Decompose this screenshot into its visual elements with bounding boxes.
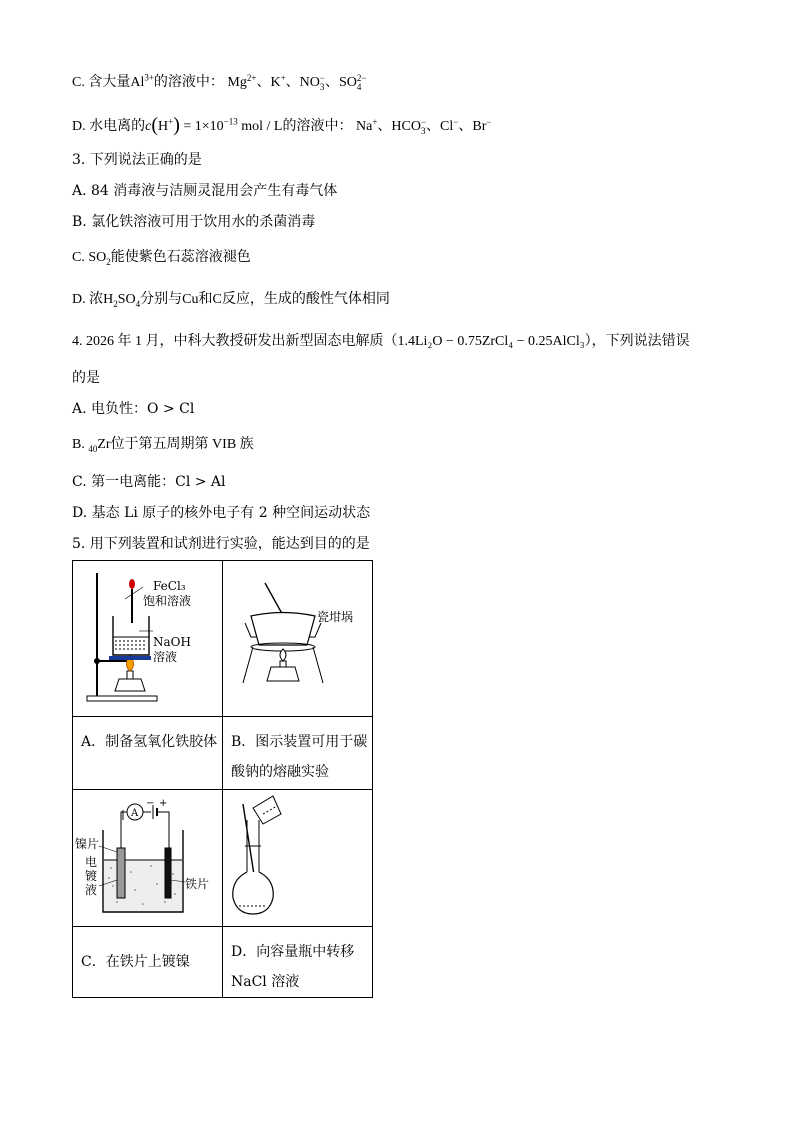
separator: 、 bbox=[426, 119, 441, 134]
option-d-line bbox=[72, 114, 491, 137]
conc-unit: mol / L bbox=[241, 119, 283, 134]
h2so4-h-sub: 2 bbox=[113, 298, 118, 309]
q4-prefix: 4. 2026 年 1 月，中科大教授研发出新型固态电解质（ bbox=[72, 334, 398, 349]
separator: 、 bbox=[458, 119, 473, 134]
label-leader-fecl3 bbox=[125, 587, 143, 599]
figure-d-cell bbox=[223, 790, 373, 927]
label-plating-3: 液 bbox=[85, 883, 98, 897]
question-4-option-b bbox=[72, 435, 254, 455]
al-ion: Al bbox=[130, 75, 145, 90]
wire-gauze bbox=[109, 656, 151, 660]
separator: 、 bbox=[285, 75, 300, 90]
electrolyte-formula: 1.4Li₂O − 0.75ZrCl₄ − 0.25AlCl₃ bbox=[397, 334, 585, 349]
c-symbol: C bbox=[212, 292, 222, 307]
question-5-stem: 5. 用下列装置和试剂进行实验，能达到目的的是 bbox=[72, 536, 370, 552]
lamp-wick bbox=[127, 671, 133, 679]
question-4-option-a: A. 电负性：O > Cl bbox=[72, 401, 195, 417]
dropper-bulb bbox=[129, 579, 135, 589]
caption-b-cell bbox=[223, 717, 373, 790]
conc-symbol: c bbox=[145, 119, 152, 134]
option-c-line bbox=[72, 73, 366, 93]
figure-b-cell bbox=[223, 561, 373, 717]
h2so4-so-sub: 4 bbox=[135, 298, 141, 309]
label-crucible: 瓷坩埚 bbox=[317, 610, 354, 624]
option-d-ion: Cl − bbox=[440, 116, 459, 134]
tripod-leg-right bbox=[313, 647, 323, 683]
caption-d-cell bbox=[223, 927, 373, 998]
figure-c-cell bbox=[73, 790, 223, 927]
q3c-prefix: C. bbox=[72, 250, 85, 265]
question-4-option-d: D. 基态 Li 原子的核外电子有 2 种空间运动状态 bbox=[72, 505, 371, 521]
option-a-caption: A．制备氢氧化铁胶体 bbox=[81, 734, 218, 750]
label-saturated: 饱和溶液 bbox=[143, 594, 192, 608]
q4-suffix: ），下列说法错误 bbox=[584, 334, 690, 349]
label-nickel: 镍片 bbox=[75, 837, 100, 851]
h2so4-so: SO bbox=[117, 292, 136, 307]
zr-atomic-number: 40 bbox=[88, 443, 98, 454]
option-d-mid: 的溶液中： bbox=[282, 119, 353, 134]
question-3-stem: 3. 下列说法正确的是 bbox=[72, 152, 202, 168]
option-c-mid: 的溶液中： bbox=[153, 75, 224, 90]
option-c-ion: Mg 2+ bbox=[227, 72, 257, 90]
flame-icon bbox=[280, 649, 286, 661]
option-c-ion: K + bbox=[270, 72, 286, 90]
question-4-stem-line2: 的是 bbox=[72, 370, 100, 386]
tripod-leg-left bbox=[243, 647, 253, 683]
q3c-text: 能使紫色石蕊溶液褪色 bbox=[110, 250, 251, 265]
q3d-text: 反应，生成的酸性气体相同 bbox=[221, 292, 390, 307]
paren-open: ( bbox=[151, 114, 159, 136]
wire-right bbox=[157, 812, 169, 848]
so2-formula: SO bbox=[88, 250, 107, 265]
h2so4-h: H bbox=[103, 292, 114, 307]
volumetric-flask-apparatus bbox=[223, 790, 372, 926]
ammeter-label: A bbox=[131, 808, 139, 819]
lamp-wick bbox=[280, 661, 286, 667]
option-c-caption: C．在铁片上镀镍 bbox=[81, 954, 190, 970]
q3d-mid2: 和 bbox=[198, 292, 213, 307]
porcelain-crucible bbox=[251, 613, 315, 646]
q4b-prefix: B. bbox=[72, 437, 85, 452]
fecl3-colloid-apparatus bbox=[73, 561, 222, 716]
q3d-prefix: D. 浓 bbox=[72, 292, 104, 307]
question-3-option-d bbox=[72, 290, 390, 310]
conc-exponent: −13 bbox=[223, 116, 238, 127]
zr-symbol: Zr bbox=[97, 437, 111, 452]
question-3-option-b: B. 氯化铁溶液可用于饮用水的杀菌消毒 bbox=[72, 214, 316, 230]
label-naoh: NaOH bbox=[153, 635, 191, 649]
option-b-caption: B．图示装置可用于碳酸钠的熔融实验 bbox=[231, 734, 368, 780]
label-leader-nickel bbox=[99, 846, 117, 852]
label-plating-2: 镀 bbox=[85, 869, 98, 883]
figure-a-cell bbox=[73, 561, 223, 717]
alcohol-lamp bbox=[267, 667, 299, 681]
pouring-beaker bbox=[253, 796, 281, 824]
minus-label: − bbox=[146, 798, 155, 809]
separator: 、 bbox=[256, 75, 271, 90]
question-4-stem bbox=[72, 332, 690, 352]
option-d-ion: HCO − 3 bbox=[391, 116, 427, 136]
stand-base bbox=[87, 696, 157, 701]
option-c-ion: SO 2− 4 bbox=[338, 72, 367, 92]
option-d-ions bbox=[356, 116, 492, 136]
iron-electrode bbox=[165, 848, 171, 898]
electroplating-apparatus bbox=[73, 790, 222, 926]
caption-c-cell bbox=[73, 927, 223, 998]
conc-value: = 1×10 bbox=[183, 119, 224, 134]
al-charge: 3+ bbox=[144, 72, 154, 83]
label-iron: 铁片 bbox=[185, 877, 210, 891]
option-d-ion: Br − bbox=[472, 116, 492, 134]
option-d-caption: D．向容量瓶中转移 NaCl 溶液 bbox=[231, 944, 355, 990]
wire-left bbox=[121, 812, 127, 848]
question-3-option-c bbox=[72, 248, 251, 268]
crucible-apparatus bbox=[223, 561, 372, 716]
cu-symbol: Cu bbox=[182, 292, 199, 307]
option-c-ions bbox=[227, 72, 367, 92]
nickel-electrode bbox=[117, 848, 125, 898]
separator: 、 bbox=[377, 119, 392, 134]
volumetric-flask bbox=[233, 872, 273, 914]
so2-subscript: 2 bbox=[106, 256, 111, 267]
plus-label: + bbox=[159, 798, 168, 809]
label-plating-1: 电 bbox=[85, 855, 98, 869]
option-d-ion: Na + bbox=[356, 116, 378, 134]
apparatus-table bbox=[72, 560, 373, 998]
paren-close: ) bbox=[173, 114, 180, 136]
question-3-option-a: A. 84 消毒液与洁厕灵混用会产生有毒气体 bbox=[72, 183, 338, 199]
label-fecl3: FeCl₃ bbox=[153, 579, 186, 593]
h-charge: + bbox=[168, 116, 174, 127]
question-4-option-c: C. 第一电离能：Cl > Al bbox=[72, 474, 226, 490]
q3d-mid1: 分别与 bbox=[140, 292, 183, 307]
option-c-prefix: C. 含大量 bbox=[72, 75, 131, 90]
h-ion: H bbox=[158, 119, 169, 134]
option-d-prefix: D. 水电离的 bbox=[72, 119, 146, 134]
separator: 、 bbox=[324, 75, 339, 90]
alcohol-lamp bbox=[115, 679, 145, 691]
caption-a-cell bbox=[73, 717, 223, 790]
label-solution: 溶液 bbox=[153, 650, 178, 664]
option-c-ion: NO − 3 bbox=[299, 72, 325, 92]
clamp bbox=[94, 658, 100, 664]
q4b-text: 位于第五周期第 VIB 族 bbox=[110, 437, 254, 452]
